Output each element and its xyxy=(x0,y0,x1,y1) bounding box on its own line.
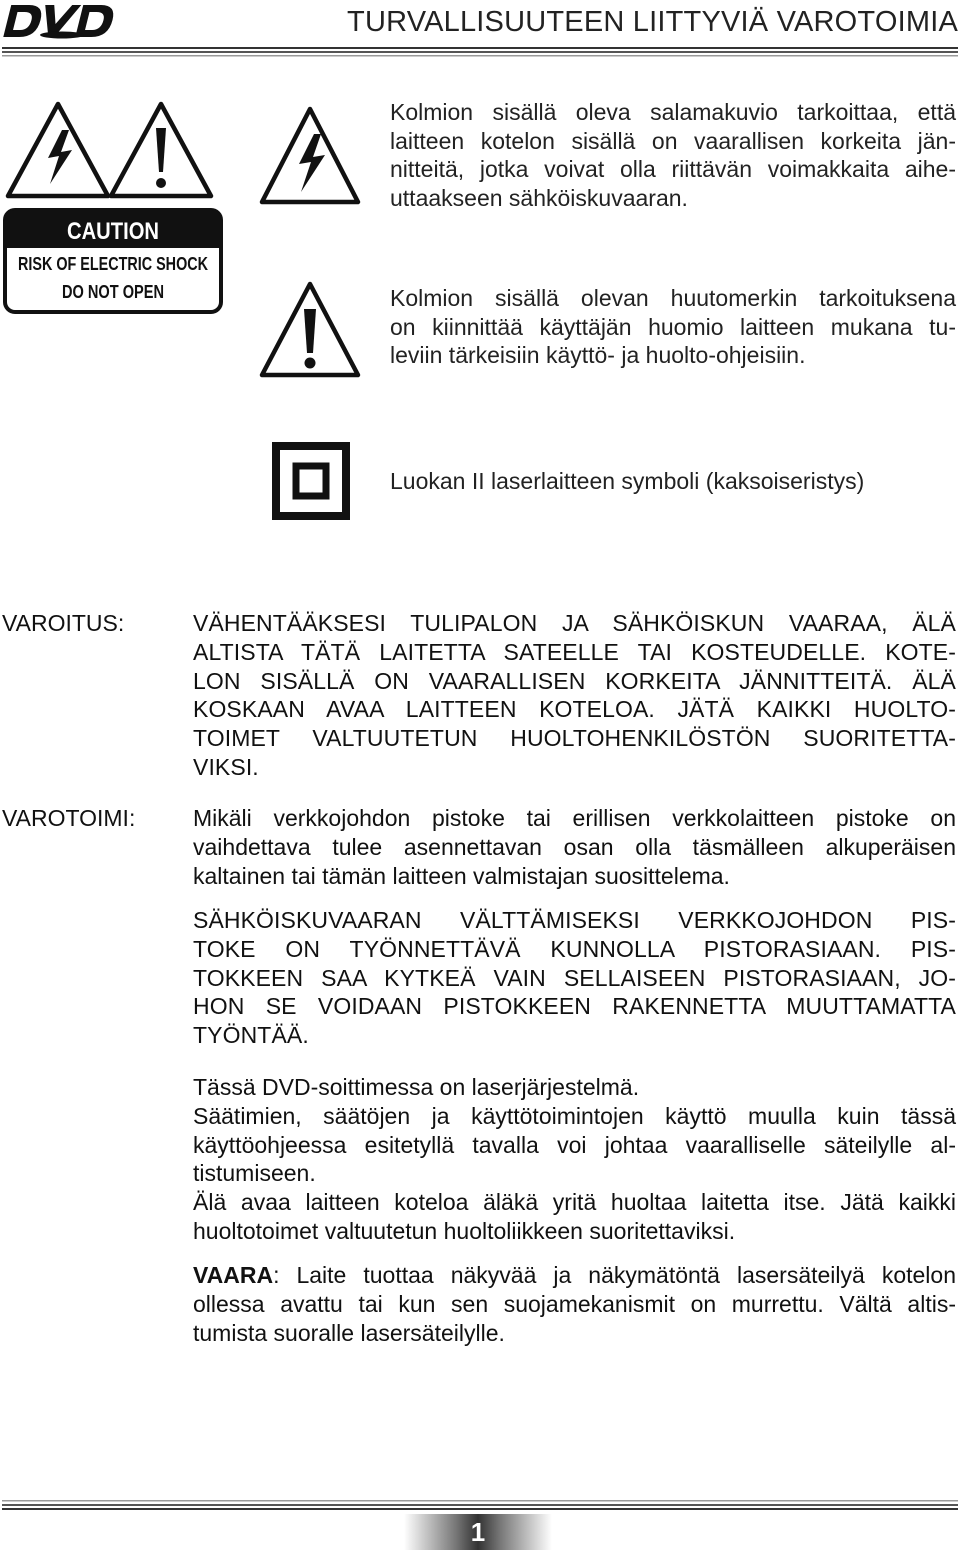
caution-label xyxy=(2,98,224,316)
caution-heading: CAUTION xyxy=(67,218,159,245)
danger-label: VAARA xyxy=(193,1262,274,1288)
lightning-symbol-description: Kolmion sisällä oleva salamakuvio tarkoittaa, että laitteen kotelon sisällä on vaarallisen korkeita jän- nitteitä, jotka voivat olla riittävän voimakkaita aihe- uttaakseen sähköiskuvaaran. xyxy=(390,99,956,211)
warning-label: VAROITUS: xyxy=(2,610,125,636)
plug-notice: SÄHKÖISKUVAARAN VÄLTTÄMISEKSI VERKKOJOHDON PIS- TOKE ON TYÖNNETTÄVÄ KUNNOLLA PISTORASIAAN. PIS- TOKKEEN SAA KYTKEÄ VAIN SELLAISEEN PISTORASIAAN, JO- HON SE VOIDAAN PISTOKKEEN RAKENNETTA MUUTTAMATTA TYÖNTÄÄ. xyxy=(193,907,956,1049)
caution-risk-text: RISK OF ELECTRIC SHOCK xyxy=(18,254,208,274)
page-title: TURVALLISUUTEEN LIITTYVIÄ VAROTOIMIA xyxy=(347,6,958,38)
caution-open-text: DO NOT OPEN xyxy=(62,282,164,302)
header-rule xyxy=(2,47,958,59)
caution-text: Mikäli verkkojohdon pistoke tai erillisen verkkolaitteen pistoke on vaihdettava tulee asennettavan osan olla täsmälleen alkuperäisen kaltainen tai tämän laitteen valmistajan suosittelema. xyxy=(193,805,956,889)
double-insulation-icon xyxy=(272,442,350,520)
dvd-logo xyxy=(2,2,116,40)
exclamation-triangle-icon xyxy=(111,104,211,196)
footer-rule xyxy=(2,1500,958,1512)
lightning-triangle-icon xyxy=(258,104,362,208)
danger-notice: VAARA: Laite tuottaa näkyvää ja näkymätöntä lasersäteilyä kotelon ollessa avattu tai kun sen suojamekanismit on murrettu. Vältä altis- tumista suoralle lasersäteilylle. xyxy=(193,1262,956,1346)
caution-section-label: VAROTOIMI: xyxy=(2,805,136,831)
exclamation-triangle-icon xyxy=(258,279,362,381)
laser-notice: Tässä DVD-soittimessa on laserjärjestelmä. Säätimien, säätöjen ja käyttötoimintojen käyttö muulla kuin tässä käyttöohjeessa esitetyllä tavalla voi johtaa vaaralliselle säteilylle al- tistumiseen. Älä avaa laitteen koteloa äläkä yritä huoltaa laitetta itse. Jätä kaikki huoltotoimet valtuutetun huoltoliikkeen suoritettaviksi. xyxy=(193,1074,956,1244)
class2-symbol-description: Luokan II laserlaitteen symboli (kaksoiseristys) xyxy=(390,468,865,494)
lightning-triangle-icon xyxy=(8,104,108,196)
warning-text: VÄHENTÄÄKSESI TULIPALON JA SÄHKÖISKUN VAARAA, ÄLÄ ALTISTA TÄTÄ LAITETTA SATEELLE TAI KOSTEUDELLE. KOTE- LON SISÄLLÄ ON VAARALLISEN KORKEITA JÄNNITTEITÄ. ÄLÄ KOSKAAN AVAA LAITTEEN KOTELOA. JÄTÄ KAIKKI HUOLTO- TOIMET VALTUUTETUN HUOLTOHENKILÖSTÖN SUORITETTA- VIKSI. xyxy=(193,610,956,780)
exclamation-symbol-description: Kolmion sisällä olevan huutomerkin tarkoituksena on kiinnittää käyttäjän huomio laitteen mukana tu- leviin tärkeisiin käyttö- ja huolto-ohjeisiin. xyxy=(390,285,956,368)
page-number: 1 xyxy=(470,1517,486,1547)
